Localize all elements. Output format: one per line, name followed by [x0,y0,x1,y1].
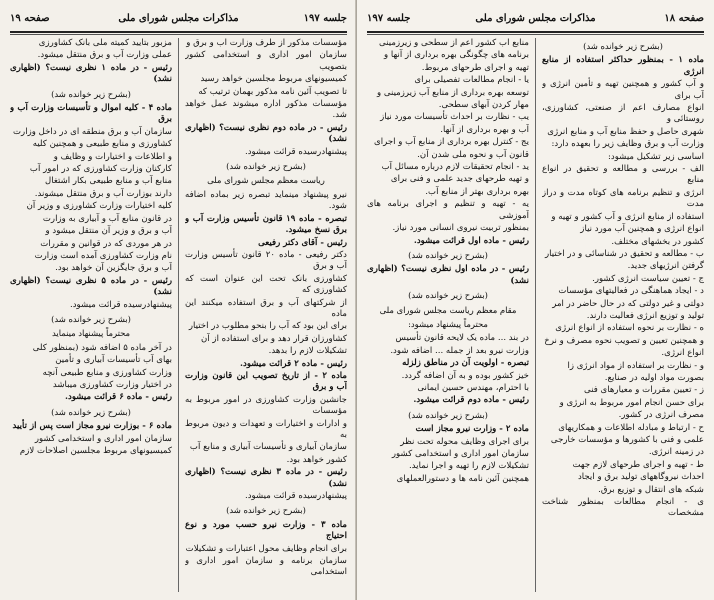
text-line: رئیس - آقای دکتر رفیعی [258,237,347,248]
text-line: تولید و توزیع انرژی فعالیت دارند. [586,310,704,321]
text-line: تهیه و اجرای طرحهای مربوط. [421,62,529,73]
header-rule [367,31,704,33]
text-line: بمنظور تربیت نیروی انسانی مورد نیاز. [392,223,529,234]
running-title: مذاکرات مجلس شورای ملی [118,13,239,24]
text-line: بصورت مواد اولیه در صنایع. [604,372,704,383]
text-line: کمیسیونهای مربوط مجلسین خواهد رسید [200,74,347,85]
text-line: یا - انجام مطالعات تفصیلی برای [414,75,529,86]
text-line: از شرکتهای آب و برق استفاده میکنند این ماده [185,297,347,319]
text-line: در هر موردی که در قوانین و مقررات [40,238,172,249]
text-column-left [367,38,529,594]
text-line: مهار کردن آبهای سطحی. [438,100,529,111]
text-line: ی - انجام مطالعات بمنظور شناخت مشخصات [542,497,704,519]
text-line: ز - تعیین مقررات و معیارهای فنی [583,385,704,396]
text-line: همچنین آئین نامه ها و دستورالعملهای [396,473,529,484]
text-line: ج - تعیین سیاست انرژی کشور. [592,273,704,284]
text-line: بهای آب تأسیسات آبیاری و تأمین [55,355,172,366]
text-line: گرفتن انرژیهای جدید. [627,261,704,272]
text-line: سازمان امور اداری و استخدامی کشور [34,433,172,444]
text-line: برای انجام وظایف محول اعتبارات و تشکیلات [185,543,347,554]
text-line: سازمان آبیاری و تأسیسات آبیاری و منابع آب [189,442,347,453]
header-rule-thin [367,34,704,35]
text-line: وزارت کشاورزی و منابع طبیعی آنچه [42,367,172,378]
text-line: رئیس - ماده اول قرائت میشود. [413,235,529,246]
text-line: کمیسیونهای مربوط مجلسین اصلاحات لازم [19,446,172,456]
running-title: مذاکرات مجلس شورای ملی [475,13,596,24]
text-line: با احترام، مهندس حسین ایمانی [417,382,529,393]
page-number: صفحه ۱۹ [10,13,50,24]
text-line: منابع آب کشور اعم از سطحی و زیرزمینی [379,38,529,48]
text-line: مقام معظم ریاست مجلس شورای ملی [379,304,517,315]
text-line: آب و برق و وزیر آن منتقل میشود و [45,226,172,237]
text-line: دکتر رفیعی - ماده ۲۰ قانون تأسیس وزارت آب و برق [185,249,347,272]
text-line: رئیس - ماده دوم قرائت میشود. [413,395,529,406]
text-line: (بشرح زیر خوانده شد) [583,41,663,51]
text-line: محترماً پیشنهاد مینماید [51,328,131,339]
text-line: ماده ۳ - وزارت نیرو حسب مورد و نوع احتیاج [185,519,347,542]
text-line: کشاورزی بانک تحت این عنوان است که کشاورزی که [185,273,347,296]
text-line: خیز کشور بوده و به آن اضافه گردد. [401,370,529,381]
text-line: و تهیه طرحهای جدید علمی و فنی برای [390,174,529,185]
text-line: سازمان آب و برق منطقه ای در داخل وزارت [12,126,172,137]
text-line: (بشرح زیر خوانده شد) [51,313,131,324]
text-line: ح - ارتباط و مبادله اطلاعات و همکاریهای [558,422,704,433]
text-line: و اطلاعات و اختیارات و وظایف و [53,151,172,162]
text-line: یب - نظارت بر احداث تأسیسات مورد نیاز [380,112,529,123]
text-line: رئیس - در ماده ۵ نظری نیست؟ (اظهاری نشد) [10,275,172,298]
text-line: یه - تهیه و تنظیم و اجرای برنامه های آموزشی [367,199,529,221]
text-line: انواع مصارف اعم از صنعتی، کشاورزی، روستائی و [542,103,704,125]
text-line: برای حسن انجام امور مربوط به انرژی و [559,397,704,408]
text-line: تشکیلات لازم را تهیه و اجرا نماید. [408,461,529,472]
text-line: (بشرح زیر خوانده شد) [51,88,131,99]
text-line: دارند بوزارت آب و برق منتقل میشوند. [34,188,172,199]
text-line: آب و برق جایگزین آن خواهد بود. [55,263,172,274]
text-line: در بند ... ماده یک لایحه قانون تأسیس [395,333,529,344]
text-line: رئیس - در ماده دوم نظری نیست؟ (اظهاری نشد) [185,122,347,145]
text-line: ماده ۲ - وزارت نیرو مجاز است [415,424,529,435]
text-line: یج - کنترل بهره برداری از منابع آب و اجرای [373,137,529,148]
text-column-right [185,38,347,594]
right-page [357,0,714,600]
page-header [10,12,347,30]
text-line: مؤسسات مذکور از طرف وزارت آب و برق و [186,38,347,48]
text-line: ه - نظارت بر نحوه استفاده از انواع انرژی [555,323,704,334]
text-line: در اختیار وزارت کشاورزی میباشد [52,379,172,390]
text-line: ماده ۲ - از تاریخ تصویب این قانون وزارت آب و برق [185,370,347,393]
text-line: مؤسسات مذکور اداره میشوند عمل خواهد شد. [185,99,347,121]
text-line: انواع انرژی. [661,348,704,359]
text-line: شهری حاصل و حفظ منابع آب و منابع انرژی [547,126,704,137]
text-line: الف - بررسی و مطالعه و تحقیق در انواع منابع [542,164,704,186]
text-line: پیشنهادرسیده قرائت میشود. [69,299,172,310]
text-line: توسعه بهره برداری از منابع آب زیرزمینی و [376,87,529,98]
text-line: و - نظارت بر استفاده از مواد انرژی زا [567,360,704,371]
text-line: رئیس - در ماده ۱ نظری نیست؟ (اظهاری نشد) [10,62,172,85]
column-divider [178,38,179,592]
text-line: نیرو پیشنهاد مینماید تبصره زیر بماده اضافه شود. [185,189,347,212]
text-line: تبصره - اولویت آن در مناطق زلزله [402,358,529,369]
text-line: (بشرح زیر خوانده شد) [408,290,488,301]
text-column-right [542,38,704,594]
header-rule [10,31,347,33]
text-line: دولتی و غیر دولتی که در حال حاضر در امر [552,298,704,309]
text-line: نام وزارت کشاورزی آمده است وزارت [34,250,172,261]
text-line: و همچنین تعیین و تصویب نحوه مصرف و نرخ [544,335,704,346]
session-label: جلسه ۱۹۷ [303,13,347,24]
text-line: شبکه های انتقال و توزیع برق. [598,484,704,495]
text-line: ماده ۴ - کلیه اموال و تأسیسات وزارت آب و برق [10,103,172,125]
text-line: کشور خواهد بود. [286,454,347,465]
text-line: رئیس - در ماده اول نظری نیست؟ (اظهاری نشد) [367,264,529,286]
text-line: مزبور بتأیید کمیته ملی بانک کشاورزی [38,38,172,48]
session-label: جلسه ۱۹۷ [367,13,411,24]
text-line: رئیس - در ماده ۳ نظری نیست؟ (اظهاری نشد) [185,467,347,489]
text-line: کشاورزان قرار دهد و برای استفاده از آن [200,333,347,344]
text-line: قانون آب و نحوه ملی شدن آن. [417,149,529,160]
text-line: احداث نیروگاههای تولید برق و ایجاد [577,472,704,483]
text-line: در زمینه انرژی. [648,447,704,458]
text-line: انواع انرژی و همچنین آب مورد نیاز [580,224,704,235]
text-line: کشور در بخشهای مختلف. [611,236,704,247]
text-line: جانشین وزارت کشاورزی در امور مربوط به مؤسسات [185,394,347,417]
text-line: اساسی زیر تشکیل میشود: [608,151,704,162]
text-line: در قانون منابع آب و آبیاری به وزارت [42,213,172,224]
text-line: ط - تهیه و اجرای طرحهای لازم جهت [572,459,704,470]
text-line: (بشرح زیر خوانده شد) [408,249,488,260]
text-line: بهره برداری بهتر از منابع آب. [425,186,529,197]
text-line: آب و بهره برداری از آنها. [440,124,529,135]
text-line: ریاست معظم مجلس شورای ملی [207,175,325,186]
text-line: کلیه اختیارات وزارت کشاورزی و وزیر آن [26,201,172,212]
text-line: استفاده از منابع انرژی و آب کشور و تهیه و [551,211,704,222]
column-divider [535,38,536,592]
text-line: پیشنهادرسیده قرائت میشود. [244,146,347,157]
text-line: ب - مطالعه و تحقیق در شناسائی و در اختیار [545,248,704,259]
page-number: صفحه ۱۸ [664,13,704,24]
text-line: ماده ۱ - بمنظور حداکثر استفاده از منابع انرژی [542,55,704,77]
text-line: علمی و فنی با کشورها و مؤسسات خارجی [550,435,704,445]
text-line: در آخر ماده ۵ اضافه شود (بمنظور کلی [32,342,172,353]
text-line: و آب کشور و همچنین تهیه و تأمین انرژی و آب برای [542,79,704,101]
text-line: انرژی و تنظیم برنامه های کوتاه مدت و دراز مدت [542,187,704,210]
text-line: وزارت آب و برق وظایف زیر را بعهده دارد: [551,139,704,150]
text-line: (بشرح زیر خوانده شد) [51,406,131,417]
text-line: عملی وزارت آب و برق منتقل میشود. [37,50,172,61]
text-line: رئیس - ماده ۶ قرائت میشود. [65,392,172,403]
text-line: وزارت نیرو بعد از جمله ... اضافه شود. [390,345,529,356]
text-line: (بشرح زیر خوانده شد) [226,161,306,172]
text-line: سازمان امور اداری و استخدامی کشور بتصویب [185,50,347,72]
text-line: سازمان برنامه و سازمان امور اداری و استخدامی [185,556,347,578]
text-line: (بشرح زیر خوانده شد) [408,409,488,420]
text-line: پیشنهادرسیده قرائت میشود. [244,491,347,502]
text-line: تا تصویب آئین نامه مذکور بهمان ترتیب که [198,86,347,97]
text-column-left [10,38,172,594]
text-line: کارکنان وزارت کشاورزی که در امور آب [29,164,172,175]
text-line: منابع آب و منابع طبیعی بکار اشتغال [44,176,172,187]
text-line: (بشرح زیر خوانده شد) [226,505,306,516]
text-line: د - ایجاد هماهنگی در فعالیتهای مؤسسات [558,286,704,297]
text-line: ماده ۶ - بوزارت نیرو مجاز است پس از تأیید [12,421,172,432]
text-line: تشکیلات لازم را بدهد. [268,346,347,357]
text-line: رئیس - ماده ۲ قرائت میشود. [240,358,347,369]
text-line: ید - انجام تحقیقات لازم درباره مسائل آب [381,162,529,173]
text-line: محترماً پیشنهاد میشود: [408,318,488,329]
text-line: و ادارات و اختیارات و تعهدات و دیون مربوط به [185,418,347,440]
text-line: سازمان امور اداری و استخدامی کشور [391,449,529,459]
text-line: برنامه های چگونگی بهره برداری از آنها و [383,50,529,61]
page-header [367,12,704,30]
text-line: کشاورزی و منابع طبیعی و همچنین کلیه [32,139,172,150]
text-line: مصرف انرژی در کشور. [618,410,704,421]
text-line: تبصره - ماده ۱۹ قانون تأسیس وزارت آب و برق نسخ میشود. [185,213,347,236]
text-line: برای اجرای وظایف محوله تحت نظر [400,436,529,447]
header-rule-thin [10,34,347,35]
text-line: برای این بود که آب را بنحو مطلوب در اختیار [188,321,347,332]
